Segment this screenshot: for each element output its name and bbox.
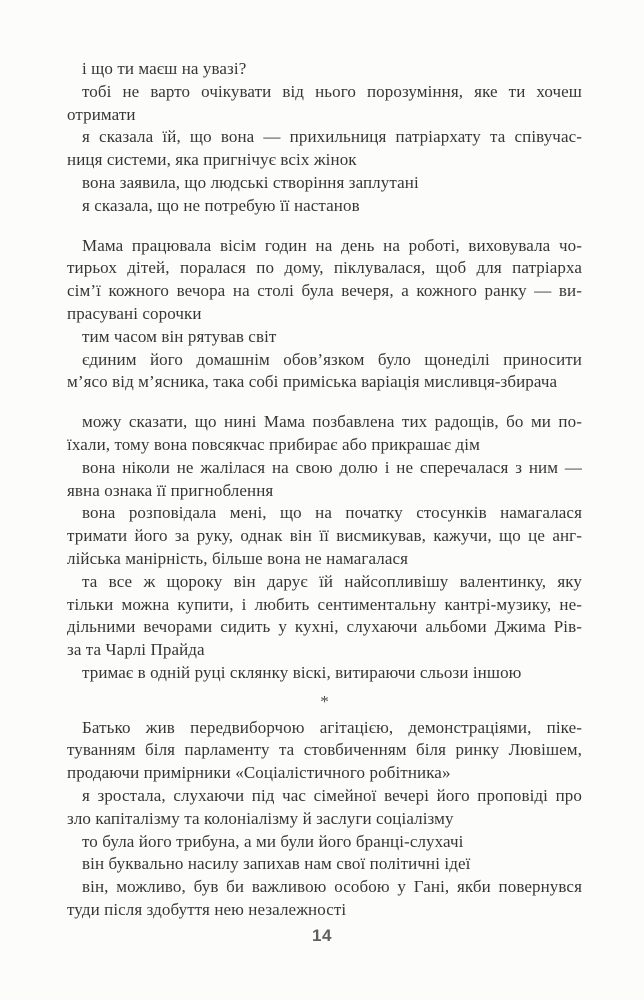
text-block bbox=[67, 411, 582, 685]
text-line: і що ти маєш на увазі? bbox=[82, 59, 247, 78]
text-line: дільними вечорами сидить у кухні, слухаючи альбоми Джима Рів- bbox=[67, 617, 582, 637]
text-line: м’ясо від м’ясника, така собі приміська варіація мисливця-збирача bbox=[67, 372, 558, 392]
paragraph bbox=[67, 853, 582, 876]
text-line: туванням біля парламенту та стовбиченням біля ринку Лювішем, bbox=[67, 740, 582, 760]
text-line: сім’ї кожного вечора на столі була вечеря, а кожного ранку — ви- bbox=[67, 281, 582, 301]
paragraph bbox=[67, 326, 582, 349]
text-block bbox=[67, 235, 582, 395]
paragraph bbox=[67, 717, 582, 785]
text-line: тільки можна купити, і любить сентиментальну кантрі-музику, не- bbox=[67, 594, 582, 614]
text-line: тирьох дітей, поралася по дому, піклувалася, щоб для патріарха bbox=[67, 258, 582, 278]
paragraph bbox=[67, 571, 582, 662]
paragraph bbox=[67, 172, 582, 195]
paragraph bbox=[67, 411, 582, 457]
text-line: їхали, тому вона повсякчас прибирає або прикрашає дім bbox=[67, 434, 480, 454]
paragraph bbox=[67, 785, 582, 831]
text-line: вона розповідала мені, що на початку стосунків намагалася bbox=[82, 503, 582, 523]
paragraph bbox=[67, 81, 582, 127]
text-line: та все ж щороку він дарує їй найсопливішу валентинку, яку bbox=[82, 571, 582, 591]
text-line: за та Чарлі Прайда bbox=[67, 640, 205, 660]
text-line: продаючи примірники «Соціалістичного робітника» bbox=[67, 763, 451, 783]
text-line: Мама працювала вісім годин на день на роботі, виховувала чо- bbox=[82, 235, 582, 255]
page-number: 14 bbox=[312, 926, 332, 945]
text-line: ниця системи, яка пригнічує всіх жінок bbox=[67, 150, 357, 170]
text-line: туди після здобуття нею незалежності bbox=[67, 899, 347, 919]
text-line: можу сказати, що нині Мама позбавлена тих радощів, бо ми по- bbox=[82, 412, 582, 432]
paragraph bbox=[67, 831, 582, 854]
text-line: тобі не варто очікувати від нього порозуміння, яке ти хочеш bbox=[82, 81, 582, 101]
text-line: явна ознака її пригноблення bbox=[67, 480, 274, 500]
text-line: отримати bbox=[67, 104, 136, 124]
text-column bbox=[67, 58, 582, 922]
text-line: то була його трибуна, а ми були його бранці-слухачі bbox=[82, 831, 464, 851]
paragraph bbox=[67, 502, 582, 570]
paragraph bbox=[67, 457, 582, 503]
text-line: я зростала, слухаючи під час сімейної вечері його проповіді про bbox=[82, 785, 582, 805]
text-line: єдиним його домашнім обов’язком було щонеділі приносити bbox=[82, 349, 582, 369]
text-line: тримає в одній руці склянку віскі, витираючи сльози іншою bbox=[82, 662, 522, 682]
paragraph bbox=[67, 126, 582, 172]
paragraph bbox=[67, 195, 582, 218]
text-line: вона заявила, що людські створіння заплутані bbox=[82, 172, 419, 192]
paragraph bbox=[67, 235, 582, 326]
text-line: прасувані сорочки bbox=[67, 303, 202, 323]
text-line: тим часом він рятував світ bbox=[82, 326, 277, 346]
paragraph bbox=[67, 58, 582, 81]
text-line: я сказала, що не потребую її настанов bbox=[82, 195, 360, 215]
section-separator: * bbox=[320, 691, 329, 711]
text-block bbox=[67, 58, 582, 218]
text-line: тримати його за руку, однак він її висмикував, кажучи, що це анг- bbox=[67, 526, 582, 546]
text-line: він, можливо, був би важливою особою у Гані, якби повернувся bbox=[82, 877, 582, 897]
text-line: я сказала їй, що вона — прихильниця патріархату та співучас- bbox=[82, 127, 582, 147]
text-line: Батько жив передвиборчою агітацією, демонстраціями, піке- bbox=[82, 717, 582, 737]
text-block bbox=[67, 717, 582, 922]
text-line: він буквально насилу запихав нам свої політичні ідеї bbox=[82, 854, 471, 874]
paragraph bbox=[67, 662, 582, 685]
paragraph bbox=[67, 349, 582, 395]
text-line: вона ніколи не жалілася на свою долю і не сперечалася з ним — bbox=[82, 457, 582, 477]
text-line: лійська манірність, більше вона не намагалася bbox=[67, 548, 409, 568]
paragraph bbox=[67, 876, 582, 922]
text-line: зло капіталізму та колоніалізму й заслуги соціалізму bbox=[67, 808, 454, 828]
